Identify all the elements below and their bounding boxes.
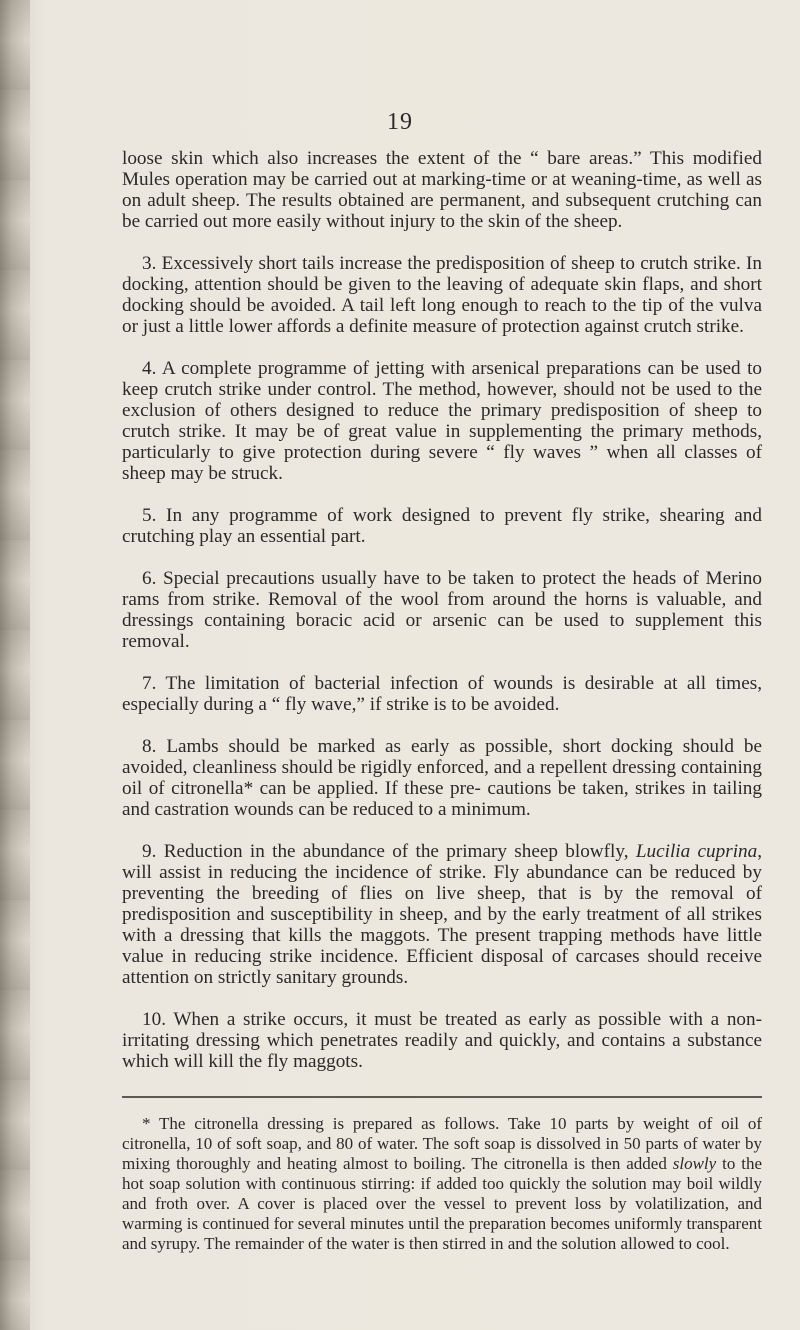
paragraph-7: 7. The limitation of bacterial infection of wounds is desirable at all times, especially during a “ fly wave,” if strike is to be avoided. [122,673,762,715]
footnote-emphasis: slowly [672,1154,717,1173]
page-number: 19 [387,109,413,135]
paragraph-9-text-end: , will assist in reducing the incidence of strike. Fly abundance can be reduced by preventing the breeding of flies on live sheep, that is by the removal of predisposition and susceptibility in sheep, and by the early treatment of all strikes with a dressing that kills the maggots. The present trapping methods have little value in reducing strike incidence. Efficient disposal of carcases should receive attention on strictly sanitary grounds. [122,841,763,988]
paragraph-10: 10. When a strike occurs, it must be treated as early as possible with a non-irritating dressing which penetrates readily and quickly, and contains a substance which will kill the fly maggots. [122,1009,762,1072]
paragraph-4: 4. A complete programme of jetting with arsenical preparations can be used to keep crutch strike under control. The method, however, should not be used to the exclusion of others designed to reduce the primary predisposition of sheep to crutch strike. It may be of great value in supplementing the primary methods, particularly to give protection during severe “ fly waves ” when all classes of sheep may be struck. [122,358,762,484]
page-body [122,148,762,1254]
paragraph-3: 3. Excessively short tails increase the predisposition of sheep to crutch strike. In docking, attention should be given to the leaving of adequate skin flaps, and short docking should be avoided. A tail left long enough to reach to the tip of the vulva or just a little lower affords a definite measure of protection against crutch strike. [122,253,762,337]
footnote-divider [122,1096,762,1098]
paragraph-6: 6. Special precautions usually have to be taken to protect the heads of Merino rams from strike. Removal of the wool from around the horns is valuable, and dressings containing boracic acid or arsenic can be used to supplement this removal. [122,568,762,652]
footnote [122,1114,762,1254]
paragraph-9 [122,841,762,988]
paragraph-1: loose skin which also increases the extent of the “ bare areas.” This modified Mules operation may be carried out at marking-time or at weaning-time, as well as on adult sheep. The results obtained are permanent, and subsequent crutching can be carried out more easily without injury to the skin of the sheep. [122,148,762,232]
footnote-text-end: to the hot soap solution with continuous stirring: if added too quickly the solution may boil wildly and froth over. A cover is placed over the vessel to prevent loss by volatilization, and warming is continued for several minutes until the preparation becomes uniformly transparent and syrupy. The remainder of the water is then stirred in and the solution allowed to cool. [122,1154,762,1253]
paragraph-8: 8. Lambs should be marked as early as possible, short docking should be avoided, cleanliness should be rigidly enforced, and a repellent dressing containing oil of citronella* can be applied. If these pre- cautions be taken, strikes in tailing and castration wounds can be reduced to a minimum. [122,736,762,820]
footnote-text-start: * The citronella dressing is prepared as follows. Take 10 parts by weight of oil of citronella, 10 of soft soap, and 80 of water. The soft soap is dissolved in 50 parts of water by mixing thoroughly and heating almost to boiling. The citronella is then added [122,1114,762,1173]
page-edge-shadow [0,0,30,1330]
species-name: Lucilia cuprina [635,841,758,862]
paragraph-5: 5. In any programme of work designed to prevent fly strike, shearing and crutching play an essential part. [122,505,762,547]
paragraph-9-text-start: 9. Reduction in the abundance of the primary sheep blowfly, [142,841,636,862]
